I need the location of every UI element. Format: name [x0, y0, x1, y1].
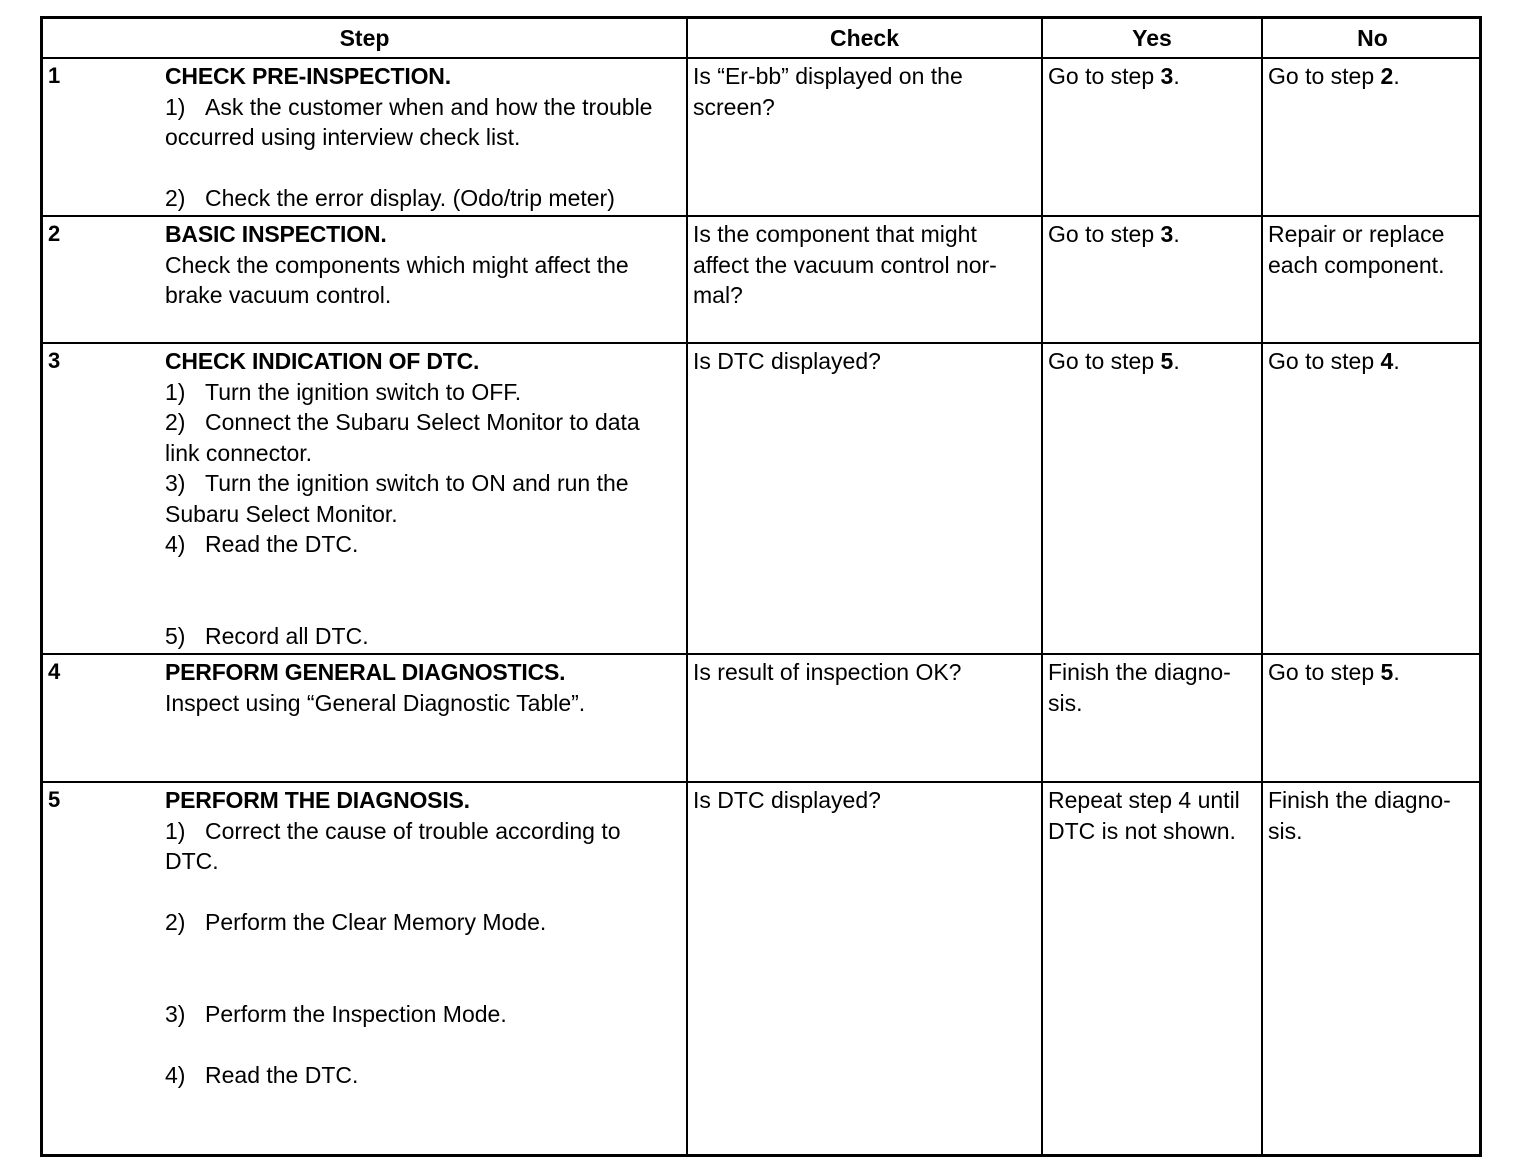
no-cell — [1262, 58, 1482, 216]
step-title: PERFORM GENERAL DIAGNOSTICS. — [165, 659, 566, 685]
yes-text: Repeat step 4 until — [1048, 787, 1240, 813]
step-number: 5 — [48, 787, 61, 812]
sub-step-number: 2) — [165, 409, 186, 435]
yes-text: sis. — [1048, 689, 1083, 716]
step-line — [165, 1060, 677, 1091]
check-cell — [687, 58, 1042, 216]
sub-step-number: 2) — [165, 185, 186, 211]
yes-cell — [1042, 782, 1262, 1154]
sub-step-number: 1) — [165, 378, 186, 405]
yes-text: DTC is not shown. — [1048, 817, 1236, 844]
sub-step-text: Perform the Clear Memory Mode. — [205, 909, 547, 935]
step-cell — [43, 654, 687, 782]
step-line — [165, 621, 677, 652]
step-line — [165, 907, 677, 938]
yes-suffix: . — [1173, 63, 1180, 89]
no-cell — [1262, 216, 1482, 343]
no-cell — [1262, 654, 1482, 782]
step-number: 1 — [48, 63, 61, 88]
no-text: sis. — [1268, 817, 1303, 844]
step-cell — [43, 58, 687, 216]
step-number: 4 — [48, 659, 61, 684]
yes-cell — [1042, 654, 1262, 782]
step-title: PERFORM THE DIAGNOSIS. — [165, 787, 470, 813]
check-cell — [687, 782, 1042, 1154]
sub-step-text: Read the DTC. — [205, 531, 359, 557]
sub-step-number: 3) — [165, 1000, 186, 1027]
step-line: link connector. — [165, 439, 313, 466]
yes-cell — [1042, 58, 1262, 216]
sub-step-text: Connect the Subaru Select Monitor to data — [205, 409, 640, 435]
yes-cell — [1042, 216, 1262, 343]
step-cell — [43, 216, 687, 343]
sub-step-text: Turn the ignition switch to OFF. — [205, 378, 522, 405]
no-text: Go to step — [1268, 63, 1381, 89]
table-row — [43, 654, 1482, 782]
sub-step-text: Record all DTC. — [205, 622, 369, 649]
check-text: affect the vacuum control nor- — [693, 251, 997, 278]
table-row — [43, 58, 1482, 216]
sub-step-number: 4) — [165, 531, 186, 557]
yes-suffix: . — [1173, 221, 1180, 247]
yes-text: Finish the diagno- — [1048, 659, 1231, 685]
step-number: 2 — [48, 221, 61, 246]
step-title: CHECK PRE-INSPECTION. — [165, 63, 451, 89]
check-cell — [687, 654, 1042, 782]
check-text: screen? — [693, 93, 775, 120]
step-line — [165, 816, 677, 847]
yes-step-ref: 3 — [1160, 63, 1174, 89]
step-line: occurred using interview check list. — [165, 124, 521, 150]
no-step-ref: 4 — [1380, 348, 1394, 374]
step-line — [165, 407, 677, 438]
sub-step-number: 3) — [165, 470, 186, 496]
no-step-ref: 5 — [1380, 659, 1394, 685]
table-row — [43, 782, 1482, 1154]
no-suffix: . — [1393, 63, 1400, 89]
no-step-ref: 2 — [1380, 63, 1394, 89]
step-title: BASIC INSPECTION. — [165, 221, 387, 247]
step-line — [165, 92, 677, 123]
check-text: mal? — [693, 282, 743, 308]
header-row — [43, 19, 1482, 58]
step-number: 3 — [48, 348, 61, 373]
check-cell — [687, 343, 1042, 654]
no-text: Repair or replace — [1268, 221, 1445, 247]
table-row — [43, 216, 1482, 343]
yes-text: Go to step — [1048, 63, 1161, 89]
step-line — [165, 999, 677, 1030]
yes-text: Go to step — [1048, 348, 1161, 374]
step-line — [165, 468, 677, 499]
sub-step-text: Turn the ignition switch to ON and run the — [205, 470, 629, 496]
check-text: Is DTC displayed? — [693, 348, 881, 374]
yes-cell — [1042, 343, 1262, 654]
no-text: Go to step — [1268, 659, 1381, 685]
sub-step-number: 4) — [165, 1061, 186, 1088]
yes-suffix: . — [1173, 348, 1180, 374]
header-yes: Yes — [1042, 19, 1262, 58]
step-line — [165, 529, 677, 560]
no-cell — [1262, 343, 1482, 654]
yes-text: Go to step — [1048, 221, 1161, 247]
step-cell — [43, 343, 687, 654]
no-text: Go to step — [1268, 348, 1381, 374]
check-text: Is the component that might — [693, 221, 977, 247]
sub-step-number: 1) — [165, 817, 186, 844]
no-cell — [1262, 782, 1482, 1154]
no-suffix: . — [1393, 348, 1400, 374]
step-line: Subaru Select Monitor. — [165, 500, 398, 527]
step-line: Check the components which might affect the — [165, 251, 629, 278]
no-text: each component. — [1268, 251, 1445, 278]
step-line — [165, 377, 677, 408]
step-line: DTC. — [165, 848, 219, 874]
sub-step-number: 1) — [165, 93, 186, 120]
step-line: brake vacuum control. — [165, 282, 392, 308]
no-suffix: . — [1393, 659, 1400, 685]
yes-step-ref: 3 — [1160, 221, 1174, 247]
diagnostic-table-frame — [40, 16, 1482, 1157]
header-no: No — [1262, 19, 1482, 58]
sub-step-text: Perform the Inspection Mode. — [205, 1000, 507, 1027]
check-text: Is DTC displayed? — [693, 787, 881, 813]
sub-step-number: 5) — [165, 622, 186, 649]
check-text: Is result of inspection OK? — [693, 659, 962, 685]
header-check: Check — [687, 19, 1042, 58]
header-step: Step — [43, 19, 687, 58]
step-cell — [43, 782, 687, 1154]
diagnostic-table — [43, 19, 1482, 1154]
check-cell — [687, 216, 1042, 343]
step-line — [165, 183, 677, 214]
step-title: CHECK INDICATION OF DTC. — [165, 348, 480, 374]
sub-step-text: Read the DTC. — [205, 1061, 359, 1088]
sub-step-text: Check the error display. (Odo/trip meter) — [205, 185, 615, 211]
table-row — [43, 343, 1482, 654]
sub-step-text: Correct the cause of trouble according to — [205, 817, 621, 844]
sub-step-number: 2) — [165, 909, 186, 935]
check-text: Is “Er-bb” displayed on the — [693, 63, 963, 89]
step-line: Inspect using “General Diagnostic Table”. — [165, 689, 586, 716]
no-text: Finish the diagno- — [1268, 787, 1451, 813]
yes-step-ref: 5 — [1160, 348, 1174, 374]
sub-step-text: Ask the customer when and how the trouble — [205, 93, 653, 120]
